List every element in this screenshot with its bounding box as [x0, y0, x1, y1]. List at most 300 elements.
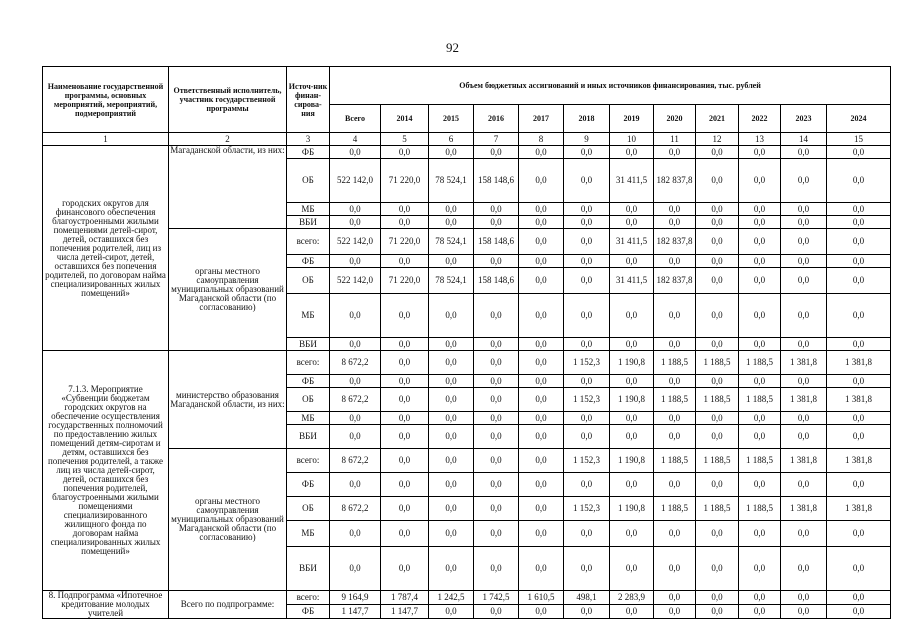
source-cell: всего: — [287, 351, 330, 375]
value-cell: 0,0 — [474, 338, 519, 351]
header-year-cell: 2023 — [781, 105, 827, 133]
value-cell: 8 672,2 — [330, 351, 381, 375]
value-cell: 1 147,7 — [330, 605, 381, 619]
value-cell: 0,0 — [519, 146, 564, 159]
value-cell: 0,0 — [564, 159, 610, 203]
value-cell: 0,0 — [654, 255, 696, 268]
value-cell: 0,0 — [739, 375, 781, 388]
value-cell: 9 164,9 — [330, 591, 381, 605]
value-cell: 1 152,3 — [564, 388, 610, 412]
value-cell: 0,0 — [610, 146, 654, 159]
value-cell: 0,0 — [654, 216, 696, 229]
value-cell: 0,0 — [781, 268, 827, 294]
value-cell: 1 190,8 — [610, 388, 654, 412]
value-cell: 0,0 — [381, 449, 429, 473]
column-number-cell: 9 — [564, 133, 610, 146]
source-cell: ОБ — [287, 497, 330, 521]
value-cell: 2 283,9 — [610, 591, 654, 605]
row-description: городских округов для финансового обеспечения благоустроенными жилыми помещениями детей-сирот, детей, оставшихся без попечения родителей, лиц из числа детей-сирот, детей, оставшихся без попечения родителей, по договорам найма специализированных жилых помещений» — [43, 146, 169, 351]
value-cell: 0,0 — [381, 388, 429, 412]
value-cell: 0,0 — [739, 203, 781, 216]
value-cell: 0,0 — [429, 294, 474, 338]
header-year-cell: 2018 — [564, 105, 610, 133]
table-row — [43, 146, 891, 159]
value-cell: 0,0 — [781, 229, 827, 255]
value-cell: 1 381,8 — [827, 497, 891, 521]
source-cell: ОБ — [287, 159, 330, 203]
value-cell: 78 524,1 — [429, 268, 474, 294]
value-cell: 0,0 — [564, 425, 610, 449]
header-responsible: Ответственный исполнитель, участник государственной программы — [169, 67, 287, 133]
value-cell: 0,0 — [827, 412, 891, 425]
value-cell: 0,0 — [330, 338, 381, 351]
value-cell: 1 190,8 — [610, 351, 654, 375]
value-cell: 1 381,8 — [781, 497, 827, 521]
value-cell: 0,0 — [827, 159, 891, 203]
value-cell: 0,0 — [610, 255, 654, 268]
value-cell: 0,0 — [519, 605, 564, 619]
value-cell: 0,0 — [654, 521, 696, 547]
source-cell: ФБ — [287, 255, 330, 268]
column-number-cell: 3 — [287, 133, 330, 146]
responsible-cell: органы местного самоуправления муниципальных образований Магаданской области (по согласованию) — [169, 229, 287, 351]
value-cell: 31 411,5 — [610, 268, 654, 294]
value-cell: 0,0 — [474, 473, 519, 497]
source-cell: ОБ — [287, 268, 330, 294]
value-cell: 0,0 — [429, 216, 474, 229]
row-description: 7.1.3. Мероприятие «Субвенции бюджетам городских округов на обеспечение осуществления государственных полномочий по предоставлению жилых помещений детям-сиротам и детям, оставшихся без попечения родителей, а также лиц из числа детей-сирот, детей, оставшихся без попечения родителей, благоустроенными жилыми помещениями специализированного жилищного фонда по договорам найма специализированных жилых помещений» — [43, 351, 169, 591]
source-cell: МБ — [287, 521, 330, 547]
value-cell: 0,0 — [696, 425, 739, 449]
value-cell: 0,0 — [610, 216, 654, 229]
header-numbers-row — [43, 133, 891, 146]
value-cell: 0,0 — [739, 547, 781, 591]
value-cell: 0,0 — [381, 521, 429, 547]
value-cell: 1 190,8 — [610, 497, 654, 521]
value-cell: 1 381,8 — [781, 449, 827, 473]
value-cell: 78 524,1 — [429, 159, 474, 203]
value-cell: 0,0 — [781, 412, 827, 425]
responsible-cell: Всего по подпрограмме: — [169, 591, 287, 619]
table-body — [43, 146, 891, 619]
value-cell: 0,0 — [381, 473, 429, 497]
value-cell: 0,0 — [330, 547, 381, 591]
table-row — [43, 449, 891, 473]
source-cell: МБ — [287, 294, 330, 338]
value-cell: 0,0 — [827, 605, 891, 619]
value-cell: 0,0 — [330, 521, 381, 547]
value-cell: 0,0 — [827, 473, 891, 497]
value-cell: 0,0 — [739, 521, 781, 547]
value-cell: 0,0 — [610, 547, 654, 591]
value-cell: 498,1 — [564, 591, 610, 605]
value-cell: 0,0 — [474, 294, 519, 338]
value-cell: 0,0 — [474, 255, 519, 268]
value-cell: 0,0 — [739, 255, 781, 268]
value-cell: 0,0 — [696, 338, 739, 351]
value-cell: 0,0 — [696, 255, 739, 268]
value-cell: 0,0 — [610, 412, 654, 425]
header-year-cell: 2024 — [827, 105, 891, 133]
value-cell: 0,0 — [564, 338, 610, 351]
value-cell: 0,0 — [564, 605, 610, 619]
value-cell: 78 524,1 — [429, 229, 474, 255]
value-cell: 1 242,5 — [429, 591, 474, 605]
row-description: 8. Подпрограмма «Ипотечное кредитование молодых учителей — [43, 591, 169, 619]
source-cell: ВБИ — [287, 216, 330, 229]
header-year-cell: 2016 — [474, 105, 519, 133]
value-cell: 0,0 — [381, 547, 429, 591]
value-cell: 0,0 — [381, 497, 429, 521]
value-cell: 0,0 — [474, 547, 519, 591]
value-cell: 0,0 — [696, 375, 739, 388]
value-cell: 0,0 — [610, 425, 654, 449]
value-cell: 1 152,3 — [564, 351, 610, 375]
source-cell: ФБ — [287, 146, 330, 159]
source-cell: ФБ — [287, 605, 330, 619]
value-cell: 1 188,5 — [739, 388, 781, 412]
value-cell: 0,0 — [474, 412, 519, 425]
value-cell: 0,0 — [519, 229, 564, 255]
value-cell: 0,0 — [610, 338, 654, 351]
value-cell: 0,0 — [429, 473, 474, 497]
value-cell: 1 152,3 — [564, 497, 610, 521]
page-number: 92 — [446, 40, 459, 55]
value-cell: 1 147,7 — [381, 605, 429, 619]
value-cell: 0,0 — [429, 338, 474, 351]
value-cell: 158 148,6 — [474, 268, 519, 294]
column-number-cell: 5 — [381, 133, 429, 146]
value-cell: 0,0 — [381, 203, 429, 216]
header-name: Наименование государственной программы, основных мероприятий, мероприятий, подмероприятий — [43, 67, 169, 133]
value-cell: 0,0 — [429, 375, 474, 388]
value-cell: 0,0 — [827, 146, 891, 159]
table-row — [43, 591, 891, 605]
value-cell: 0,0 — [381, 412, 429, 425]
value-cell: 1 381,8 — [781, 351, 827, 375]
value-cell: 0,0 — [474, 497, 519, 521]
value-cell: 0,0 — [654, 203, 696, 216]
value-cell: 0,0 — [739, 146, 781, 159]
source-cell: всего: — [287, 591, 330, 605]
value-cell: 0,0 — [474, 388, 519, 412]
value-cell: 0,0 — [519, 425, 564, 449]
value-cell: 0,0 — [564, 547, 610, 591]
value-cell: 0,0 — [564, 203, 610, 216]
column-number-cell: 12 — [696, 133, 739, 146]
value-cell: 0,0 — [827, 294, 891, 338]
value-cell: 0,0 — [519, 388, 564, 412]
value-cell: 0,0 — [654, 146, 696, 159]
value-cell: 182 837,8 — [654, 229, 696, 255]
header-source: Источ-ник финан-сирова-ния — [287, 67, 330, 133]
value-cell: 0,0 — [610, 521, 654, 547]
value-cell: 0,0 — [654, 591, 696, 605]
value-cell: 0,0 — [827, 216, 891, 229]
value-cell: 0,0 — [429, 351, 474, 375]
value-cell: 8 672,2 — [330, 388, 381, 412]
responsible-cell: министерство образования Магаданской области, из них: — [169, 351, 287, 449]
value-cell: 0,0 — [330, 412, 381, 425]
value-cell: 0,0 — [781, 216, 827, 229]
source-cell: ВБИ — [287, 547, 330, 591]
value-cell: 1 188,5 — [739, 449, 781, 473]
value-cell: 0,0 — [739, 294, 781, 338]
responsible-cell: органы местного самоуправления муниципальных образований Магаданской области (по согласованию) — [169, 449, 287, 591]
value-cell: 522 142,0 — [330, 268, 381, 294]
value-cell: 0,0 — [474, 605, 519, 619]
value-cell: 0,0 — [429, 412, 474, 425]
source-cell: ВБИ — [287, 338, 330, 351]
value-cell: 0,0 — [381, 351, 429, 375]
source-cell: ФБ — [287, 473, 330, 497]
column-number-cell: 11 — [654, 133, 696, 146]
table-row — [43, 229, 891, 255]
value-cell: 0,0 — [429, 497, 474, 521]
value-cell: 0,0 — [654, 375, 696, 388]
value-cell: 0,0 — [610, 605, 654, 619]
value-cell: 0,0 — [654, 425, 696, 449]
header-volume: Объем бюджетных ассигнований и иных источников финансирования, тыс. рублей — [330, 67, 891, 105]
value-cell: 0,0 — [519, 159, 564, 203]
value-cell: 0,0 — [519, 268, 564, 294]
column-number-cell: 7 — [474, 133, 519, 146]
value-cell: 0,0 — [781, 203, 827, 216]
value-cell: 0,0 — [330, 255, 381, 268]
value-cell: 0,0 — [474, 351, 519, 375]
value-cell: 0,0 — [564, 146, 610, 159]
value-cell: 0,0 — [739, 605, 781, 619]
column-number-cell: 14 — [781, 133, 827, 146]
column-number-cell: 4 — [330, 133, 381, 146]
value-cell: 1 188,5 — [696, 388, 739, 412]
value-cell: 0,0 — [429, 203, 474, 216]
value-cell: 1 381,8 — [827, 388, 891, 412]
value-cell: 0,0 — [429, 521, 474, 547]
value-cell: 0,0 — [781, 375, 827, 388]
column-number-cell: 8 — [519, 133, 564, 146]
value-cell: 0,0 — [381, 375, 429, 388]
value-cell: 0,0 — [654, 547, 696, 591]
value-cell: 0,0 — [696, 146, 739, 159]
value-cell: 0,0 — [739, 425, 781, 449]
value-cell: 0,0 — [696, 605, 739, 619]
value-cell: 0,0 — [827, 521, 891, 547]
value-cell: 0,0 — [474, 146, 519, 159]
value-cell: 0,0 — [474, 216, 519, 229]
value-cell: 0,0 — [781, 294, 827, 338]
value-cell: 0,0 — [739, 229, 781, 255]
value-cell: 1 188,5 — [696, 351, 739, 375]
value-cell: 0,0 — [429, 449, 474, 473]
value-cell: 0,0 — [827, 591, 891, 605]
value-cell: 8 672,2 — [330, 449, 381, 473]
value-cell: 1 188,5 — [739, 497, 781, 521]
value-cell: 0,0 — [696, 412, 739, 425]
value-cell: 0,0 — [474, 375, 519, 388]
value-cell: 0,0 — [610, 203, 654, 216]
value-cell: 0,0 — [564, 229, 610, 255]
value-cell: 0,0 — [654, 294, 696, 338]
value-cell: 0,0 — [564, 521, 610, 547]
value-cell: 0,0 — [381, 425, 429, 449]
value-cell: 0,0 — [781, 255, 827, 268]
value-cell: 1 188,5 — [654, 497, 696, 521]
value-cell: 0,0 — [739, 268, 781, 294]
value-cell: 31 411,5 — [610, 159, 654, 203]
value-cell: 0,0 — [827, 268, 891, 294]
value-cell: 0,0 — [429, 425, 474, 449]
value-cell: 0,0 — [781, 521, 827, 547]
value-cell: 1 188,5 — [654, 449, 696, 473]
value-cell: 0,0 — [519, 255, 564, 268]
value-cell: 1 188,5 — [739, 351, 781, 375]
value-cell: 1 188,5 — [654, 388, 696, 412]
value-cell: 0,0 — [781, 605, 827, 619]
value-cell: 0,0 — [696, 547, 739, 591]
value-cell: 1 381,8 — [827, 449, 891, 473]
value-cell: 182 837,8 — [654, 159, 696, 203]
value-cell: 0,0 — [827, 547, 891, 591]
value-cell: 0,0 — [474, 449, 519, 473]
value-cell: 0,0 — [381, 146, 429, 159]
value-cell: 0,0 — [781, 473, 827, 497]
value-cell: 0,0 — [610, 294, 654, 338]
value-cell: 0,0 — [519, 412, 564, 425]
value-cell: 0,0 — [519, 521, 564, 547]
header-year-cell: 2019 — [610, 105, 654, 133]
value-cell: 0,0 — [330, 425, 381, 449]
value-cell: 0,0 — [781, 425, 827, 449]
value-cell: 522 142,0 — [330, 229, 381, 255]
value-cell: 0,0 — [564, 255, 610, 268]
column-number-cell: 6 — [429, 133, 474, 146]
value-cell: 1 787,4 — [381, 591, 429, 605]
value-cell: 0,0 — [519, 216, 564, 229]
value-cell: 0,0 — [429, 388, 474, 412]
value-cell: 0,0 — [610, 473, 654, 497]
value-cell: 1 188,5 — [696, 449, 739, 473]
value-cell: 0,0 — [827, 375, 891, 388]
table-row — [43, 351, 891, 375]
value-cell: 0,0 — [519, 449, 564, 473]
value-cell: 0,0 — [519, 294, 564, 338]
value-cell: 0,0 — [474, 521, 519, 547]
value-cell: 0,0 — [474, 203, 519, 216]
header-year-cell: 2021 — [696, 105, 739, 133]
value-cell: 71 220,0 — [381, 268, 429, 294]
value-cell: 0,0 — [330, 146, 381, 159]
value-cell: 0,0 — [654, 338, 696, 351]
value-cell: 0,0 — [696, 203, 739, 216]
value-cell: 0,0 — [429, 255, 474, 268]
value-cell: 0,0 — [429, 146, 474, 159]
responsible-cell: Магаданской области, из них: — [169, 146, 287, 229]
value-cell: 0,0 — [696, 473, 739, 497]
header-year-cell: 2014 — [381, 105, 429, 133]
column-number-cell: 10 — [610, 133, 654, 146]
value-cell: 0,0 — [519, 497, 564, 521]
column-number-cell: 2 — [169, 133, 287, 146]
source-cell: всего: — [287, 229, 330, 255]
header-year-cell: 2015 — [429, 105, 474, 133]
value-cell: 1 152,3 — [564, 449, 610, 473]
header-year-cell: 2017 — [519, 105, 564, 133]
value-cell: 0,0 — [429, 605, 474, 619]
value-cell: 0,0 — [781, 547, 827, 591]
value-cell: 0,0 — [564, 412, 610, 425]
header-year-cell: 2020 — [654, 105, 696, 133]
source-cell: ФБ — [287, 375, 330, 388]
value-cell: 0,0 — [739, 412, 781, 425]
value-cell: 0,0 — [827, 229, 891, 255]
value-cell: 0,0 — [519, 547, 564, 591]
value-cell: 0,0 — [519, 473, 564, 497]
value-cell: 0,0 — [564, 375, 610, 388]
value-cell: 0,0 — [330, 473, 381, 497]
value-cell: 158 148,6 — [474, 159, 519, 203]
value-cell: 31 411,5 — [610, 229, 654, 255]
source-cell: ВБИ — [287, 425, 330, 449]
value-cell: 0,0 — [739, 338, 781, 351]
value-cell: 0,0 — [610, 375, 654, 388]
value-cell: 182 837,8 — [654, 268, 696, 294]
value-cell: 0,0 — [519, 338, 564, 351]
value-cell: 0,0 — [381, 338, 429, 351]
value-cell: 0,0 — [739, 591, 781, 605]
value-cell: 0,0 — [519, 351, 564, 375]
value-cell: 0,0 — [519, 203, 564, 216]
column-number-cell: 1 — [43, 133, 169, 146]
value-cell: 0,0 — [827, 338, 891, 351]
value-cell: 71 220,0 — [381, 229, 429, 255]
value-cell: 522 142,0 — [330, 159, 381, 203]
source-cell: ОБ — [287, 388, 330, 412]
value-cell: 0,0 — [696, 229, 739, 255]
value-cell: 0,0 — [330, 216, 381, 229]
value-cell: 0,0 — [519, 375, 564, 388]
value-cell: 0,0 — [381, 216, 429, 229]
value-cell: 0,0 — [827, 255, 891, 268]
value-cell: 0,0 — [781, 159, 827, 203]
value-cell: 1 742,5 — [474, 591, 519, 605]
value-cell: 0,0 — [696, 159, 739, 203]
value-cell: 1 188,5 — [654, 351, 696, 375]
value-cell: 1 188,5 — [696, 497, 739, 521]
value-cell: 0,0 — [564, 216, 610, 229]
value-cell: 0,0 — [696, 268, 739, 294]
value-cell: 0,0 — [696, 521, 739, 547]
value-cell: 0,0 — [564, 473, 610, 497]
value-cell: 0,0 — [429, 547, 474, 591]
value-cell: 1 190,8 — [610, 449, 654, 473]
value-cell: 1 610,5 — [519, 591, 564, 605]
value-cell: 0,0 — [827, 203, 891, 216]
value-cell: 0,0 — [654, 605, 696, 619]
header-year-cell: 2022 — [739, 105, 781, 133]
header-year-cell: Всего — [330, 105, 381, 133]
value-cell: 8 672,2 — [330, 497, 381, 521]
value-cell: 0,0 — [654, 473, 696, 497]
value-cell: 0,0 — [330, 203, 381, 216]
value-cell: 0,0 — [781, 338, 827, 351]
value-cell: 1 381,8 — [827, 351, 891, 375]
value-cell: 0,0 — [564, 294, 610, 338]
value-cell: 0,0 — [781, 591, 827, 605]
value-cell: 1 381,8 — [781, 388, 827, 412]
value-cell: 0,0 — [564, 268, 610, 294]
value-cell: 0,0 — [330, 294, 381, 338]
